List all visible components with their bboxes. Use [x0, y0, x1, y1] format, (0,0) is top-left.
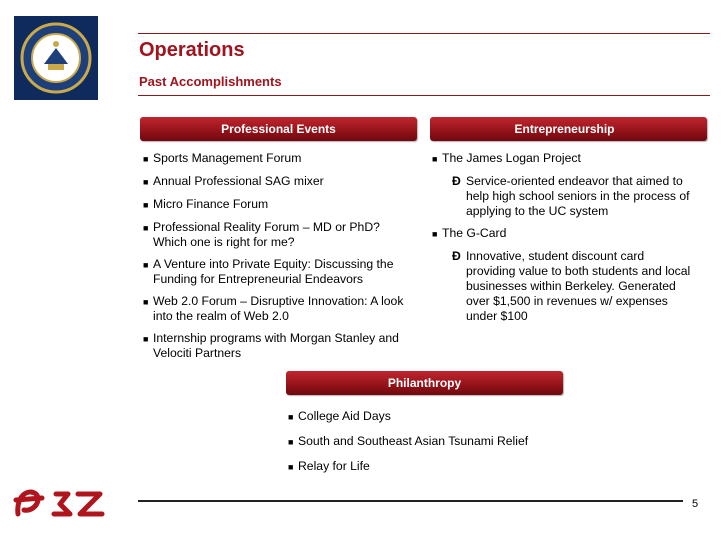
header-rule [138, 33, 710, 34]
list-item: ■ Internship programs with Morgan Stanley and Velociti Partners [143, 331, 399, 360]
square-bullet-icon: ■ [432, 154, 438, 164]
square-bullet-icon: ■ [143, 260, 149, 270]
square-bullet-icon: ■ [143, 223, 149, 233]
sub-list-item: Ð Service-oriented endeavor that aimed to help high school seniors in the process of applying to the UC system [452, 174, 690, 218]
aez-logo-icon [12, 484, 106, 520]
professional-events-label: Professional Events [221, 122, 336, 136]
subtitle-rule [138, 95, 710, 96]
entrepreneurship-header [430, 117, 707, 141]
list-item: ■ Relay for Life [288, 459, 370, 473]
square-bullet-icon: ■ [143, 200, 149, 210]
footer-rule [138, 500, 683, 502]
square-bullet-icon: ■ [288, 437, 294, 447]
square-bullet-icon: ■ [143, 334, 149, 344]
list-item: ■ The G-Card [432, 226, 507, 240]
uc-seal-icon [14, 16, 98, 100]
square-bullet-icon: ■ [143, 154, 149, 164]
list-item: ■ The James Logan Project [432, 151, 581, 165]
list-item: ■ College Aid Days [288, 409, 391, 423]
entrepreneurship-label: Entrepreneurship [514, 122, 615, 136]
philanthropy-list [288, 409, 588, 482]
page-title: Operations [139, 39, 245, 61]
philanthropy-header [286, 371, 563, 395]
list-item: ■ Professional Reality Forum – MD or PhD? Which one is right for me? [143, 220, 380, 249]
entrepreneurship-list [432, 151, 697, 331]
square-bullet-icon: ■ [143, 177, 149, 187]
page-subtitle: Past Accomplishments [139, 74, 282, 89]
square-bullet-icon: ■ [288, 462, 294, 472]
page-number: 5 [692, 498, 699, 510]
professional-events-header [140, 117, 417, 141]
list-item: ■ A Venture into Private Equity: Discussing the Funding for Entrepreneurial Endeavors [143, 257, 394, 286]
list-item: ■ South and Southeast Asian Tsunami Relief [288, 434, 529, 448]
square-bullet-icon: ■ [143, 297, 149, 307]
professional-events-list [143, 151, 405, 368]
list-item: ■ Sports Management Forum [143, 151, 302, 165]
list-item: ■ Web 2.0 Forum – Disruptive Innovation: A look into the realm of Web 2.0 [143, 294, 404, 323]
square-bullet-icon: ■ [288, 412, 294, 422]
philanthropy-label: Philanthropy [387, 376, 462, 390]
square-bullet-icon: ■ [432, 229, 438, 239]
sub-list-item: Ð Innovative, student discount card providing value to both students and local businesses within Berkeley. Generated over $1,500 in revenues w/ expenses under $100 [452, 249, 691, 323]
list-item: ■ Micro Finance Forum [143, 197, 269, 211]
list-item: ■ Annual Professional SAG mixer [143, 174, 324, 188]
